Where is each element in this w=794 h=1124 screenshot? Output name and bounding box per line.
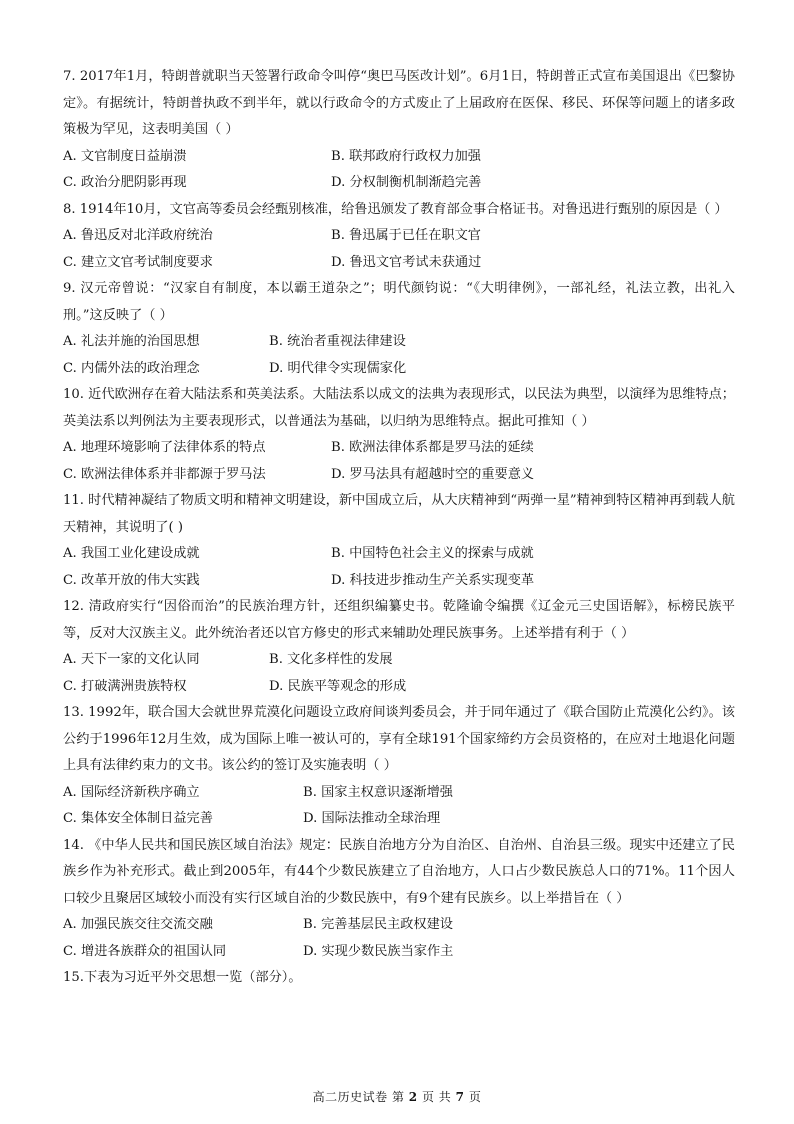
option-d: D. 实现少数民族当家作主 (303, 943, 454, 959)
option-b: B. 统治者重视法律建设 (269, 334, 406, 349)
option-row (63, 647, 735, 674)
question-12 (63, 594, 735, 700)
option-row (63, 223, 735, 250)
option-a: A. 地理环境影响了法律体系的特点 (63, 440, 266, 455)
option-row (63, 356, 735, 383)
option-a: A. 加强民族交往交流交融 (63, 917, 213, 932)
question-stem: 9. 汉元帝曾说：“汉家自有制度，本以霸王道杂之”；明代颜钧说：“《大明律例》，一部礼经，礼法立教，出礼入刑。”这反映了（ ） (63, 281, 735, 323)
option-row (63, 144, 735, 171)
option-b: B. 鲁迅属于已任在职文官 (331, 228, 481, 243)
option-row (63, 912, 735, 939)
option-b: B. 联邦政府行政权力加强 (331, 148, 481, 164)
question-stem: 7. 2017年1月，特朗普就职当天签署行政命令叫停“奥巴马医改计划”。6月1日，特朗普正式宣布美国退出《巴黎协定》。有据统计，特朗普执政不到半年，就以行政命令的方式废止了上届政府在医保、移民、环保等问题上的诸多政策极为罕见，这表明美国（ ） (63, 69, 735, 137)
option-b: B. 欧洲法律体系都是罗马法的延续 (331, 440, 534, 455)
question-stem: 14. 《中华人民共和国民族区域自治法》规定：民族自治地方分为自治区、自治州、自治县三级。现实中还建立了民族乡作为补充形式。截止到2005年，有44个少数民族建立了自治地方，人口占少数民族总人口的71%。11个因人口较少且聚居区域较小而没有实行区域自治的少数民族中，有9个建有民族乡。以上举措旨在（ ） (63, 837, 735, 906)
option-a: A. 我国工业化建设成就 (63, 546, 200, 561)
option-c: C. 欧洲法律体系并非都源于罗马法 (63, 466, 266, 482)
option-row (63, 806, 735, 833)
question-15 (63, 965, 735, 992)
question-stem: 12. 清政府实行“因俗而治”的民族治理方针，还组织编纂史书。乾隆谕令编撰《辽金元三史国语解》，标榜民族平等，反对大汉族主义。此外统治者还以官方修史的形式来辅助处理民族事务。上述举措有利于（ ） (63, 599, 735, 641)
question-13 (63, 700, 735, 833)
question-list (63, 64, 735, 992)
question-stem: 15.下表为习近平外交思想一览（部分）。 (63, 970, 302, 985)
option-row (63, 541, 735, 568)
option-d: D. 鲁迅文官考试未获通过 (331, 254, 482, 270)
page-footer (0, 1088, 794, 1105)
option-row (63, 435, 735, 462)
option-a: A. 天下一家的文化认同 (63, 652, 200, 667)
option-c: C. 打破满洲贵族特权 (63, 678, 187, 694)
option-row (63, 568, 735, 595)
option-d: D. 民族平等观念的形成 (269, 678, 407, 694)
footer-suffix: 页 (468, 1090, 482, 1104)
question-9 (63, 276, 735, 382)
question-stem: 13. 1992年，联合国大会就世界荒漠化问题设立政府间谈判委员会，并于同年通过了《联合国防止荒漠化公约》。该公约于1996年12月生效，成为国际上唯一被认可的，享有全球191个国家缔约方会员资格的，在应对土地退化问题上具有法律约束力的文书。该公约的签订及实施表明（ ） (63, 705, 735, 773)
option-row (63, 329, 735, 356)
option-a: A. 礼法并施的治国思想 (63, 334, 200, 349)
option-row (63, 780, 735, 807)
option-a: A. 国际经济新秩序确立 (63, 784, 200, 800)
option-d: D. 罗马法具有超越时空的重要意义 (331, 466, 535, 482)
option-d: D. 明代律令实现儒家化 (269, 360, 407, 376)
option-a: A. 文官制度日益崩溃 (63, 148, 187, 164)
option-row (63, 250, 735, 277)
option-c: C. 集体安全体制日益完善 (63, 811, 213, 826)
option-b: B. 国家主权意识逐渐增强 (303, 784, 453, 800)
option-d: D. 科技进步推动生产关系实现变革 (331, 572, 535, 588)
option-c: C. 增进各族群众的祖国认同 (63, 943, 227, 959)
option-row (63, 170, 735, 197)
option-c: C. 内儒外法的政治理念 (63, 360, 200, 376)
footer-page-number: 2 (408, 1090, 418, 1104)
question-11 (63, 488, 735, 594)
question-10 (63, 382, 735, 488)
option-d: D. 分权制衡机制渐趋完善 (331, 175, 482, 190)
option-b: B. 文化多样性的发展 (269, 652, 393, 667)
option-d: D. 国际法推动全球治理 (303, 811, 441, 826)
option-row (63, 462, 735, 489)
option-b: B. 完善基层民主政权建设 (303, 917, 453, 932)
question-8 (63, 197, 735, 277)
option-row (63, 674, 735, 701)
question-stem: 8. 1914年10月，文官高等委员会经甄别核准，给鲁迅颁发了教育部佥事合格证书。对鲁迅进行甄别的原因是（ ） (63, 201, 728, 217)
option-row (63, 939, 735, 966)
question-7 (63, 64, 735, 197)
option-b: B. 中国特色社会主义的探索与成就 (331, 546, 534, 561)
option-c: C. 改革开放的伟大实践 (63, 572, 200, 588)
option-c: C. 政治分肥阴影再现 (63, 175, 187, 190)
option-c: C. 建立文官考试制度要求 (63, 254, 213, 270)
question-14 (63, 833, 735, 966)
footer-prefix: 高二历史试卷 第 (312, 1090, 405, 1104)
question-stem: 10. 近代欧洲存在着大陆法系和英美法系。大陆法系以成文的法典为表现形式，以民法为典型，以演绎为思维特点；英美法系以判例法为主要表现形式，以普通法为基础，以归纳为思维特点。据此可推知（ ） (63, 387, 735, 429)
option-a: A. 鲁迅反对北洋政府统治 (63, 228, 213, 243)
footer-middle: 页 共 (421, 1090, 452, 1104)
question-stem: 11. 时代精神凝结了物质文明和精神文明建设，新中国成立后，从大庆精神到“两弹一星”精神到特区精神再到载人航天精神，其说明了( ) (63, 493, 735, 535)
footer-total-pages: 7 (455, 1090, 465, 1104)
